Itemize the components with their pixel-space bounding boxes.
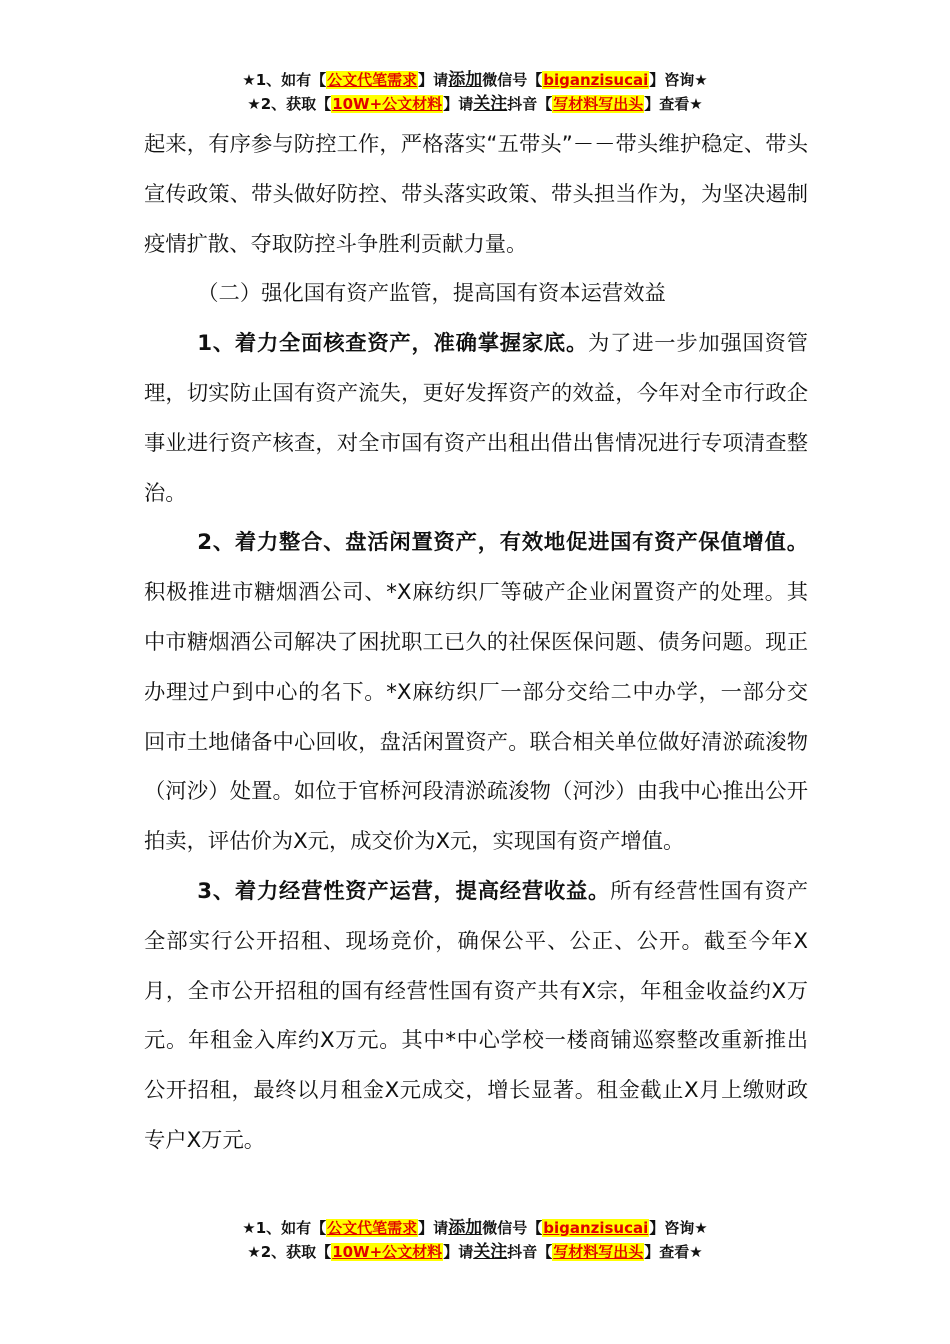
paragraph xyxy=(144,867,808,1166)
paragraph-text: 为了进一步加强国资管理，切实防止国有资产流失，更好发挥资产的效益，今年对全市行政企事业进行资产核查，对全市国有资产出租出借出售情况进行专项清查整治。 xyxy=(144,331,808,506)
banner-text: 】咨询★ xyxy=(649,1219,708,1237)
section-heading: （二）强化国有资产监管，提高国有资本运营效益 xyxy=(197,281,666,307)
banner-text: 抖音【 xyxy=(507,95,553,113)
banner-text: 】请 xyxy=(418,71,449,89)
highlight-text: 10W+公文材料 xyxy=(332,1243,443,1261)
banner-text: ★1、如有【 xyxy=(242,71,327,89)
banner-text: 】请 xyxy=(443,95,474,113)
banner-text: 微信号【 xyxy=(482,71,543,89)
banner-line-1 xyxy=(0,68,950,92)
paragraph-text: 所有经营性国有资产全部实行公开招租、现场竞价，确保公平、公正、公开。截至今年X月，全市公开招租的国有经营性国有资产共有X宗，年租金收益约X万元。年租金入库约X万元。其中*中心学校一楼商铺巡察整改重新推出公开招租，最终以月租金X元成交，增长显著。租金截止X月上缴财政专户X万元。 xyxy=(144,878,808,1153)
banner-text: ★2、获取【 xyxy=(247,95,332,113)
underlined-text: 关注 xyxy=(473,94,508,114)
banner-text: 】咨询★ xyxy=(649,71,708,89)
header-banner xyxy=(0,68,950,116)
underlined-text: 添加 xyxy=(448,70,483,90)
paragraph-lead: 3、着力经营性资产运营，提高经营收益。 xyxy=(197,878,611,904)
banner-text: 】查看★ xyxy=(644,95,703,113)
banner-text: 抖音【 xyxy=(507,1243,553,1261)
paragraph-text: 积极推进市糖烟酒公司、*X麻纺织厂等破产企业闲置资产的处理。其中市糖烟酒公司解决了困扰职工已久的社保医保问题、债务问题。现正办理过户到中心的名下。*X麻纺织厂一部分交给二中办学，一部分交回市土地储备中心回收，盘活闲置资产。联合相关单位做好清淤疏浚物（河沙）处置。如位于官桥河段清淤疏浚物（河沙）由我中心推出公开拍卖，评估价为X元，成交价为X元，实现国有资产增值。 xyxy=(144,580,808,855)
paragraph-lead: 2、着力整合、盘活闲置资产，有效地促进国有资产保值增值。 xyxy=(197,530,808,556)
paragraph: 起来，有序参与防控工作，严格落实“五带头”－－带头维护稳定、带头宣传政策、带头做好防控、带头落实政策、带头担当作为，为坚决遏制疫情扩散、夺取防控斗争胜利贡献力量。 xyxy=(144,132,808,257)
banner-line-2 xyxy=(0,92,950,116)
underlined-text: 添加 xyxy=(448,1218,483,1238)
underlined-text: 关注 xyxy=(473,1242,508,1262)
wechat-id: biganzisucai xyxy=(543,71,649,89)
highlight-text: 10W+公文材料 xyxy=(332,95,443,113)
banner-text: 】请 xyxy=(418,1219,449,1237)
paragraph xyxy=(144,518,808,867)
banner-text: ★1、如有【 xyxy=(242,1219,327,1237)
paragraph xyxy=(144,319,808,518)
highlight-text: 公文代笔需求 xyxy=(327,1219,418,1237)
paragraph-lead: 1、着力全面核查资产，准确掌握家底。 xyxy=(197,331,589,357)
douyin-id: 写材料写出头 xyxy=(553,95,644,113)
footer-banner xyxy=(0,1216,950,1264)
banner-text: 】请 xyxy=(443,1243,474,1261)
banner-text: ★2、获取【 xyxy=(247,1243,332,1261)
banner-line-1 xyxy=(0,1216,950,1240)
banner-line-2 xyxy=(0,1240,950,1264)
banner-text: 】查看★ xyxy=(644,1243,703,1261)
highlight-text: 公文代笔需求 xyxy=(327,71,418,89)
wechat-id: biganzisucai xyxy=(543,1219,649,1237)
document-body xyxy=(144,120,808,1166)
banner-text: 微信号【 xyxy=(482,1219,543,1237)
douyin-id: 写材料写出头 xyxy=(553,1243,644,1261)
